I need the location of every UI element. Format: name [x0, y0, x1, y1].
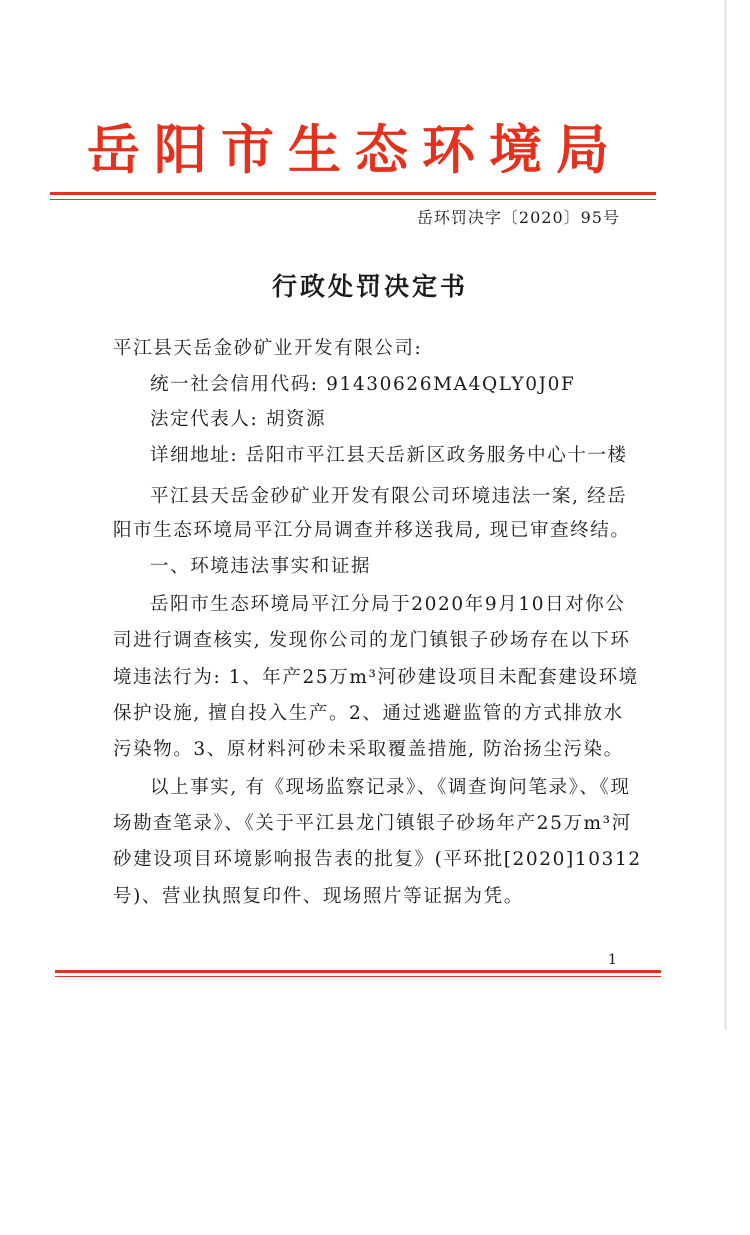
body-line: 场勘查笔录》、《关于平江县龙门镇银子砂场年产25万m³河 — [113, 813, 632, 834]
body-line: 司进行调查核实, 发现你公司的龙门镇银子砂场存在以下环 — [113, 630, 631, 651]
legal-representative: 法定代表人: 胡资源 — [150, 409, 327, 430]
agency-title: 岳阳市生态环境局 — [87, 119, 623, 181]
body-line: 保护设施, 擅自投入生产。2、通过逃避监管的方式排放水 — [113, 703, 624, 724]
footer-rule-thick — [55, 970, 661, 973]
page-edge-shadow — [724, 0, 727, 1030]
header-rule-thin — [50, 199, 656, 200]
body-line: 阳市生态环境局平江分局调查并移送我局, 现已审查终结。 — [113, 520, 631, 541]
section-heading: 一、环境违法事实和证据 — [150, 556, 372, 577]
credit-code: 统一社会信用代码: 91430626MA4QLY0J0F — [150, 374, 576, 395]
page-number: 1 — [608, 952, 617, 968]
body-line: 以上事实, 有《现场监察记录》、《调查询问笔录》、《现 — [150, 777, 631, 798]
body-line: 污染物。3、原材料河砂未采取覆盖措施, 防治扬尘污染。 — [113, 739, 624, 760]
body-line: 岳阳市生态环境局平江分局于2020年9月10日对你公 — [150, 594, 626, 615]
detailed-address: 详细地址: 岳阳市平江县天岳新区政务服务中心十一楼 — [150, 445, 628, 466]
document-title: 行政处罚决定书 — [271, 272, 468, 301]
body-line: 境违法行为: 1、年产25万m³河砂建设项目未配套建设环境 — [113, 667, 639, 688]
document-number: 岳环罚决字〔2020〕95号 — [416, 208, 620, 227]
header-rule-thick — [50, 192, 656, 195]
addressee: 平江县天岳金砂矿业开发有限公司: — [113, 338, 423, 359]
body-line: 号)、营业执照复印件、现场照片等证据为凭。 — [113, 886, 524, 907]
body-line: 平江县天岳金砂矿业开发有限公司环境违法一案, 经岳 — [150, 486, 628, 507]
footer-rule-thin — [55, 976, 661, 977]
body-line: 砂建设项目环境影响报告表的批复》(平环批[2020]10312 — [113, 849, 642, 870]
